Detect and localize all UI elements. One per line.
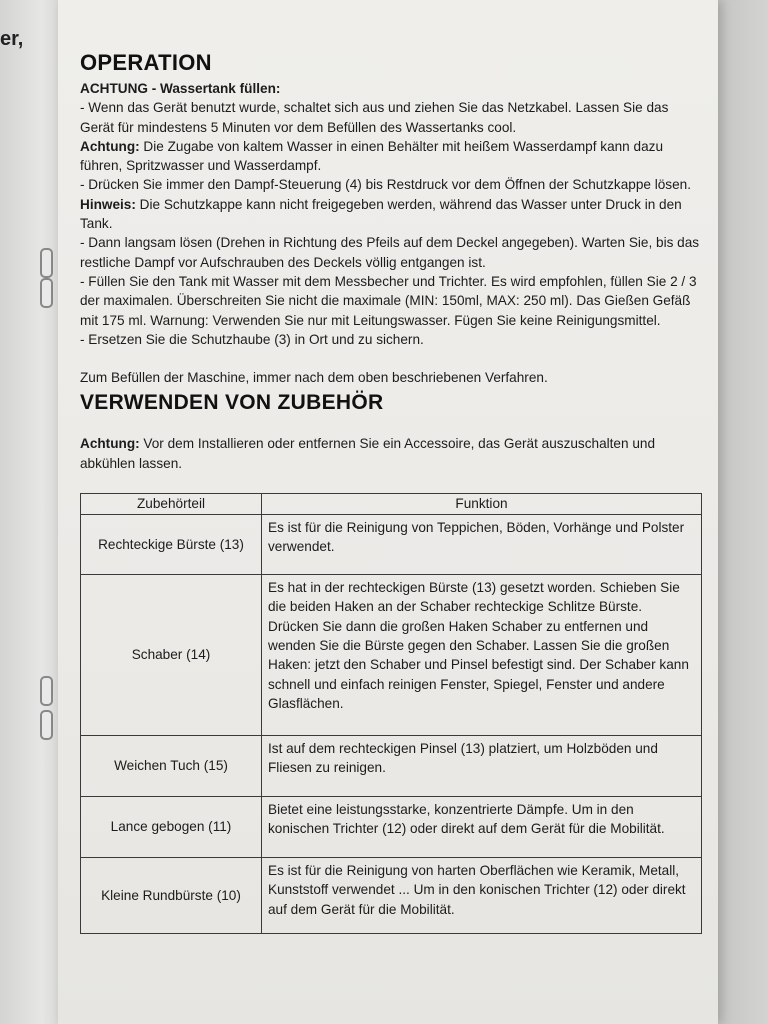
operation-paragraph bbox=[80, 195, 705, 234]
binding-ring bbox=[40, 710, 53, 740]
manual-page bbox=[58, 0, 718, 1024]
accessory-name: Kleine Rundbürste (10) bbox=[81, 858, 262, 934]
operation-paragraph: - Drücken Sie immer den Dampf-Steuerung (4) bis Restdruck vor dem Öffnen der Schutzkappe lösen. bbox=[80, 177, 691, 193]
accessory-function: Bietet eine leistungsstarke, konzentrierte Dämpfe. Um in den konischen Trichter (12) oder direkt auf dem Gerät für die Mobilität. bbox=[262, 797, 702, 858]
accessories-note bbox=[80, 434, 705, 473]
operation-paragraph: - Ersetzen Sie die Schutzhaube (3) in Ort und zu sichern. bbox=[80, 331, 424, 347]
accessory-name: Lance gebogen (11) bbox=[81, 797, 262, 858]
column-header-part: Zubehörteil bbox=[81, 494, 262, 515]
binding-ring bbox=[40, 676, 53, 706]
operation-paragraph: - Füllen Sie den Tank mit Wasser mit dem Messbecher und Trichter. Es wird empfohlen, füllen Sie 2 / 3 der maximalen. Überschreiten Sie nicht die maximale (MIN: 150ml, MAX: 250 ml). Das Gießen Gefäß mit 175 ml. Warnung: Verwenden Sie nur mit Leitungswasser. Fügen Sie keine Reinigungsmittel. bbox=[80, 273, 697, 328]
background-surface bbox=[718, 0, 768, 1024]
accessories-heading: VERWENDEN VON ZUBEHÖR bbox=[80, 391, 384, 415]
operation-paragraph: - Dann langsam lösen (Drehen in Richtung des Pfeils auf dem Deckel angegeben). Warten Sie, bis das restliche Dampf vor Aufschrauben des Deckels völlig entgangen ist. bbox=[80, 235, 700, 270]
table-header-row bbox=[81, 494, 702, 515]
operation-closing-line: Zum Befüllen der Maschine, immer nach dem oben beschriebenen Verfahren. bbox=[80, 370, 548, 386]
accessory-name: Schaber (14) bbox=[81, 575, 262, 736]
achtung-text: Die Zugabe von kaltem Wasser in einen Behälter mit heißem Wasserdampf kann dazu führen, Spritzwasser und Wasserdampf. bbox=[80, 138, 664, 174]
operation-heading: OPERATION bbox=[80, 50, 212, 75]
table-row bbox=[81, 515, 702, 575]
operation-paragraph: - Wenn das Gerät benutzt wurde, schaltet sich aus und ziehen Sie das Netzkabel. Lassen Sie das Gerät für mindestens 5 Minuten vor dem Befüllen des Wassertanks cool. bbox=[80, 100, 669, 135]
table-row bbox=[81, 858, 702, 934]
achtung-label: Achtung: bbox=[80, 138, 140, 154]
accessory-function: Es ist für die Reinigung von harten Oberflächen wie Keramik, Metall, Kunststoff verwendet ... Um in den konischen Trichter (12) oder direkt auf dem Gerät für die Mobilität. bbox=[262, 858, 702, 934]
table-row bbox=[81, 736, 702, 797]
accessories-note-text: Vor dem Installieren oder entfernen Sie ein Accessoire, das Gerät auszuschalten und abkühlen lassen. bbox=[80, 436, 656, 471]
spacer bbox=[80, 349, 705, 368]
column-header-function: Funktion bbox=[262, 494, 702, 515]
accessory-function: Es ist für die Reinigung von Teppichen, Böden, Vorhänge und Polster verwendet. bbox=[262, 515, 702, 575]
accessories-table bbox=[80, 493, 702, 934]
adjacent-page-text-fragment: er, bbox=[0, 28, 24, 50]
operation-subtitle: ACHTUNG - Wassertank füllen: bbox=[80, 81, 281, 96]
page-content bbox=[80, 50, 705, 934]
hinweis-text: Die Schutzkappe kann nicht freigegeben werden, während das Wasser unter Druck in den Tank. bbox=[80, 196, 682, 232]
accessory-function: Es hat in der rechteckigen Bürste (13) gesetzt worden. Schieben Sie die beiden Haken an der Schaber rechteckige Schlitze Bürste. Drücken Sie dann die großen Haken Schaber zu entfernen und wenden Sie die Bürste gegen den Schaber. Lassen Sie die großen Haken: jetzt den Schaber und Pinsel befestigt sind. Der Schaber kann schnell und einfach reinigen Fenster, Spiegel, Fenster und andere Glasflächen. bbox=[262, 575, 702, 736]
operation-paragraph bbox=[80, 137, 705, 176]
accessories-note-label: Achtung: bbox=[80, 436, 140, 452]
binding-ring bbox=[40, 248, 53, 278]
accessory-name: Rechteckige Bürste (13) bbox=[81, 515, 262, 575]
accessory-name: Weichen Tuch (15) bbox=[81, 736, 262, 797]
accessory-function: Ist auf dem rechteckigen Pinsel (13) platziert, um Holzböden und Fliesen zu reinigen. bbox=[262, 736, 702, 797]
table-row bbox=[81, 575, 702, 736]
table-row bbox=[81, 797, 702, 858]
binding-ring bbox=[40, 278, 53, 308]
hinweis-label: Hinweis: bbox=[80, 196, 136, 212]
adjacent-page-left bbox=[0, 0, 60, 1024]
